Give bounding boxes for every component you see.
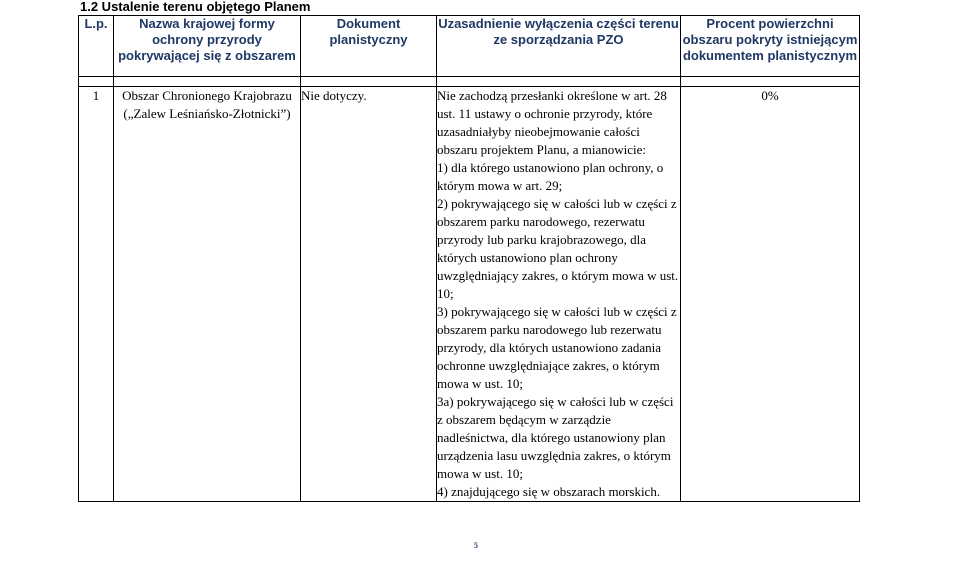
header-percent: Procent powierzchni obszaru pokryty istniejącym dokumentem planistycznym	[681, 16, 860, 77]
justification-item: 1) dla którego ustanowiono plan ochrony, o którym mowa w art. 29;	[437, 160, 664, 193]
row-document: Nie dotyczy.	[301, 87, 437, 502]
table-header-row	[79, 16, 860, 77]
header-justification: Uzasadnienie wyłączenia części terenu ze sporządzania PZO	[437, 16, 681, 77]
justification-item: 4) znajdującego się w obszarach morskich.	[437, 484, 661, 499]
justification-item: 3a) pokrywającego się w całości lub w części z obszarem będącym w zarządzie nadleśnictwa, dla którego ustanowiony plan urządzenia lasu uwzględnia zakres, o którym mowa w ust. 10;	[437, 394, 674, 481]
table-row	[79, 87, 860, 502]
plan-area-table	[78, 15, 860, 502]
justification-item: 3) pokrywającego się w całości lub w części z obszarem parku narodowego lub rezerwatu przyrody, dla których ustanowiono zadania ochronne uwzględniające zakres, o którym mowa w ust. 10;	[437, 304, 677, 391]
section-title: 1.2 Ustalenie terenu objętego Planem	[80, 0, 311, 14]
row-area-name: Obszar Chronionego Krajobrazu („Zalew Leśniańsko-Złotnicki”)	[114, 87, 301, 502]
row-justification	[437, 87, 681, 502]
header-area-name: Nazwa krajowej formy ochrony przyrody pokrywającej się z obszarem	[114, 16, 301, 77]
table-spacer-row	[79, 77, 860, 87]
row-percent: 0%	[681, 87, 860, 502]
justification-intro: Nie zachodzą przesłanki określone w art. 28 ust. 11 ustawy o ochronie przyrody, które uzasadniałyby nieobejmowanie całości obszaru projektem Planu, a mianowicie:	[437, 88, 667, 157]
header-document: Dokument planistyczny	[301, 16, 437, 77]
page-number: 5	[474, 541, 478, 550]
header-lp: L.p.	[79, 16, 114, 77]
row-lp: 1	[79, 87, 114, 502]
justification-item: 2) pokrywającego się w całości lub w części z obszarem parku narodowego, rezerwatu przyrody lub parku krajobrazowego, dla których ustanowiono plan ochrony uwzględniający zakres, o którym mowa w ust. 10;	[437, 196, 679, 301]
